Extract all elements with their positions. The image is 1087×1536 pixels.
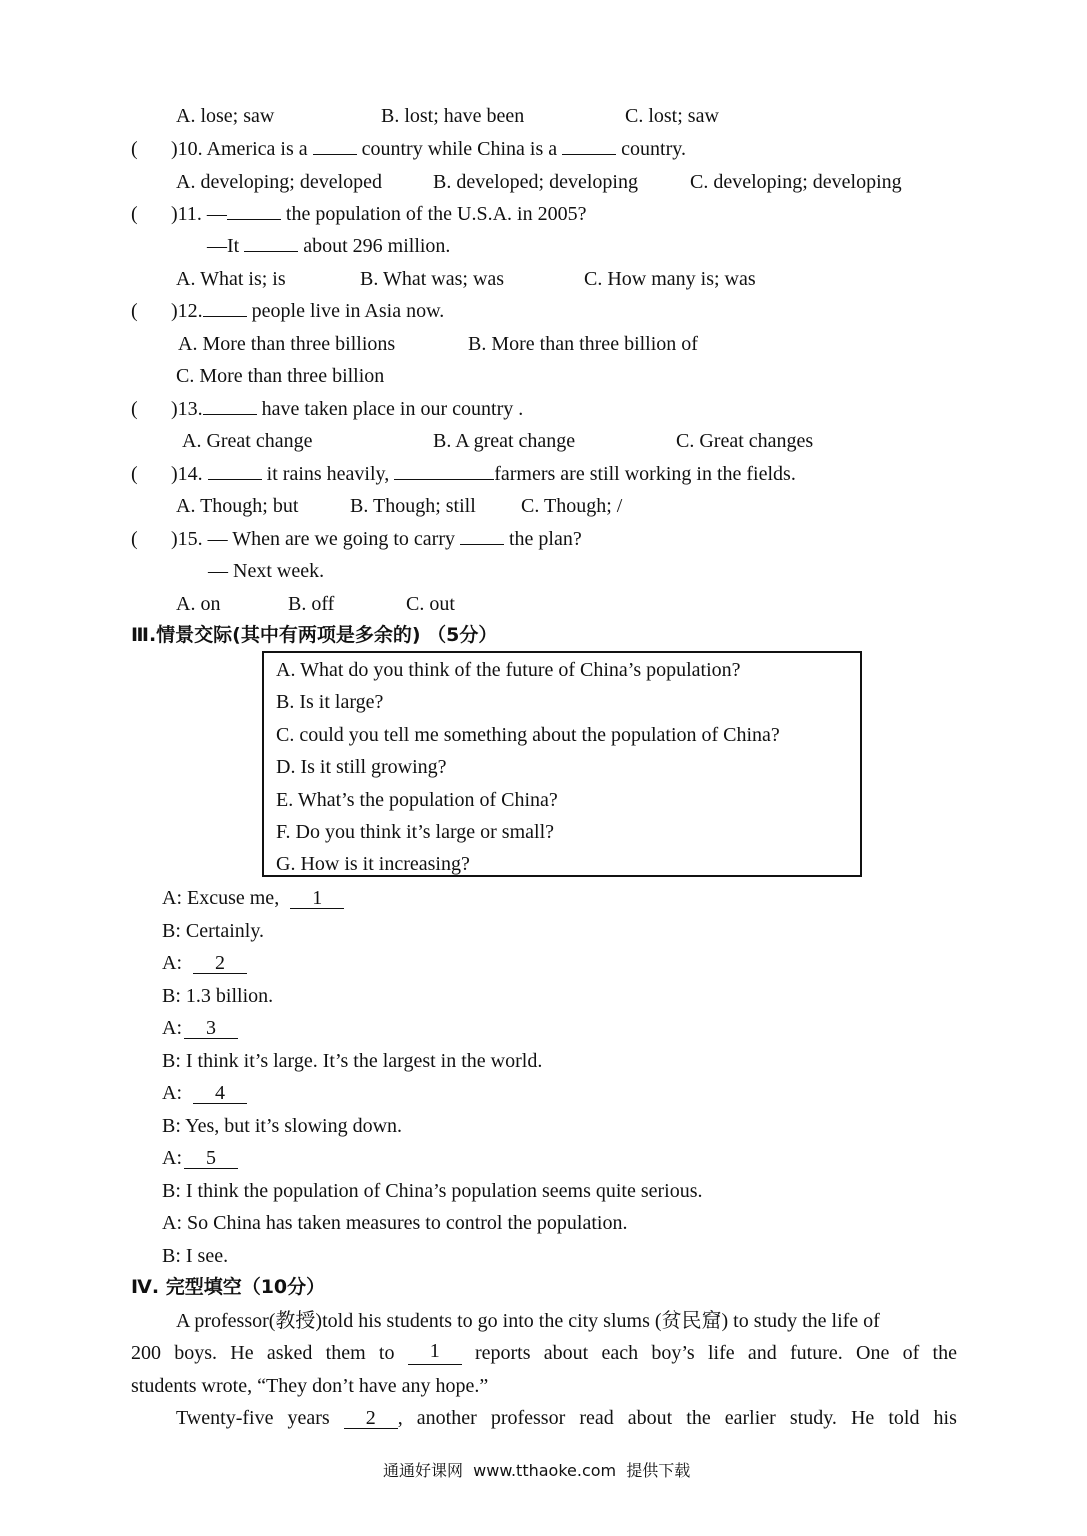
- q15-option-c: C. out: [406, 593, 455, 615]
- passage-line-4: Twenty-five years 2 , another professor read about the earlier study. He told his: [176, 1407, 957, 1429]
- dialog-line-7: A: 4: [162, 1081, 247, 1105]
- q13-option-b: B. A great change: [433, 430, 576, 452]
- dialog-blank-2[interactable]: 2: [193, 953, 247, 974]
- dialog-line-8: B: Yes, but it’s slowing down.: [162, 1115, 403, 1137]
- q10-option-c: C. developing; developing: [690, 171, 902, 193]
- cloze-blank-2[interactable]: 2: [344, 1408, 398, 1429]
- dialog-blank-1[interactable]: 1: [290, 888, 344, 909]
- q14-blank-2[interactable]: [394, 479, 494, 480]
- q11-answer-paren[interactable]: (: [131, 203, 138, 225]
- q10-stem: )10. America is a country while China is a country.: [171, 138, 686, 160]
- q15-stem: )15. — When are we going to carry the plan?: [171, 528, 582, 550]
- q11-stem-line2: —It about 296 million.: [207, 235, 451, 257]
- dialog-option-g: G. How is it increasing?: [276, 853, 470, 875]
- q15-answer-paren[interactable]: (: [131, 528, 138, 550]
- q11-blank-2[interactable]: [244, 251, 298, 252]
- q10-blank-1[interactable]: [313, 154, 357, 155]
- dialog-line-4: B: 1.3 billion.: [162, 985, 274, 1007]
- q14-stem: )14. it rains heavily, farmers are still working in the fields.: [171, 463, 796, 485]
- q13-option-a: A. Great change: [182, 430, 313, 452]
- q11-option-b: B. What was; was: [360, 268, 505, 290]
- q13-blank[interactable]: [203, 414, 257, 415]
- q12-option-c: C. More than three billion: [176, 365, 385, 387]
- q15-option-a: A. on: [176, 593, 221, 615]
- dialog-line-3: A: 2: [162, 951, 247, 975]
- q9-option-b: B. lost; have been: [381, 105, 525, 127]
- dialog-line-5: A: 3: [162, 1016, 238, 1040]
- q12-option-a: A. More than three billions: [178, 333, 396, 355]
- q11-blank-1[interactable]: [227, 219, 281, 220]
- dialog-blank-4[interactable]: 4: [193, 1083, 247, 1104]
- q11-stem: )11. — the population of the U.S.A. in 2005?: [171, 203, 587, 225]
- q14-answer-paren[interactable]: (: [131, 463, 138, 485]
- q14-option-c: C. Though; /: [521, 495, 623, 517]
- passage-line-3: students wrote, “They don’t have any hope.”: [131, 1375, 489, 1397]
- q15-blank[interactable]: [460, 544, 504, 545]
- q12-stem: )12. people live in Asia now.: [171, 300, 445, 322]
- dialog-line-11: A: So China has taken measures to control the population.: [162, 1212, 628, 1234]
- passage-line-1: A professor(教授)told his students to go into the city slums (贫民窟) to study the life of: [176, 1310, 880, 1332]
- q10-option-b: B. developed; developing: [433, 171, 638, 193]
- passage-line-2: 200 boys. He asked them to 1 reports about each boy’s life and future. One of the: [131, 1340, 957, 1364]
- section-3-heading: Ⅲ.情景交际(其中有两项是多余的) （5分）: [131, 624, 498, 646]
- q10-option-a: A. developing; developed: [176, 171, 383, 193]
- dialog-line-2: B: Certainly.: [162, 920, 265, 942]
- q15-stem-line2: — Next week.: [208, 560, 325, 582]
- q14-option-a: A. Though; but: [176, 495, 299, 517]
- q11-option-a: A. What is; is: [176, 268, 286, 290]
- q14-option-b: B. Though; still: [350, 495, 476, 517]
- dialog-option-b: B. Is it large?: [276, 691, 384, 713]
- q15-option-b: B. off: [288, 593, 335, 615]
- dialog-option-e: E. What’s the population of China?: [276, 789, 558, 811]
- dialog-line-9: A: 5: [162, 1146, 238, 1170]
- q13-answer-paren[interactable]: (: [131, 398, 138, 420]
- q12-answer-paren[interactable]: (: [131, 300, 138, 322]
- q11-option-c: C. How many is; was: [584, 268, 756, 290]
- q13-option-c: C. Great changes: [676, 430, 814, 452]
- dialog-option-d: D. Is it still growing?: [276, 756, 447, 778]
- q9-option-a: A. lose; saw: [176, 105, 275, 127]
- dialog-line-1: A: Excuse me, 1: [162, 886, 344, 910]
- cloze-blank-1[interactable]: 1: [408, 1341, 462, 1365]
- section-4-heading: Ⅳ. 完型填空（10分）: [131, 1276, 326, 1298]
- dialog-option-f: F. Do you think it’s large or small?: [276, 821, 555, 843]
- dialog-blank-5[interactable]: 5: [184, 1148, 238, 1169]
- dialog-line-10: B: I think the population of China’s population seems quite serious.: [162, 1180, 703, 1202]
- dialog-option-a: A. What do you think of the future of China’s population?: [276, 659, 741, 681]
- q13-stem: )13. have taken place in our country .: [171, 398, 524, 420]
- q10-blank-2[interactable]: [562, 154, 616, 155]
- q9-option-c: C. lost; saw: [625, 105, 719, 127]
- dialog-line-12: B: I see.: [162, 1245, 229, 1267]
- dialog-option-c: C. could you tell me something about the population of China?: [276, 724, 780, 746]
- q12-blank[interactable]: [203, 316, 247, 317]
- dialog-blank-3[interactable]: 3: [184, 1018, 238, 1039]
- dialog-line-6: B: I think it’s large. It’s the largest in the world.: [162, 1050, 543, 1072]
- q10-answer-paren[interactable]: (: [131, 138, 138, 160]
- q12-option-b: B. More than three billion of: [468, 333, 698, 355]
- q14-blank-1[interactable]: [208, 479, 262, 480]
- page-footer: 通通好课网 www.tthaoke.com 提供下载: [383, 1461, 691, 1480]
